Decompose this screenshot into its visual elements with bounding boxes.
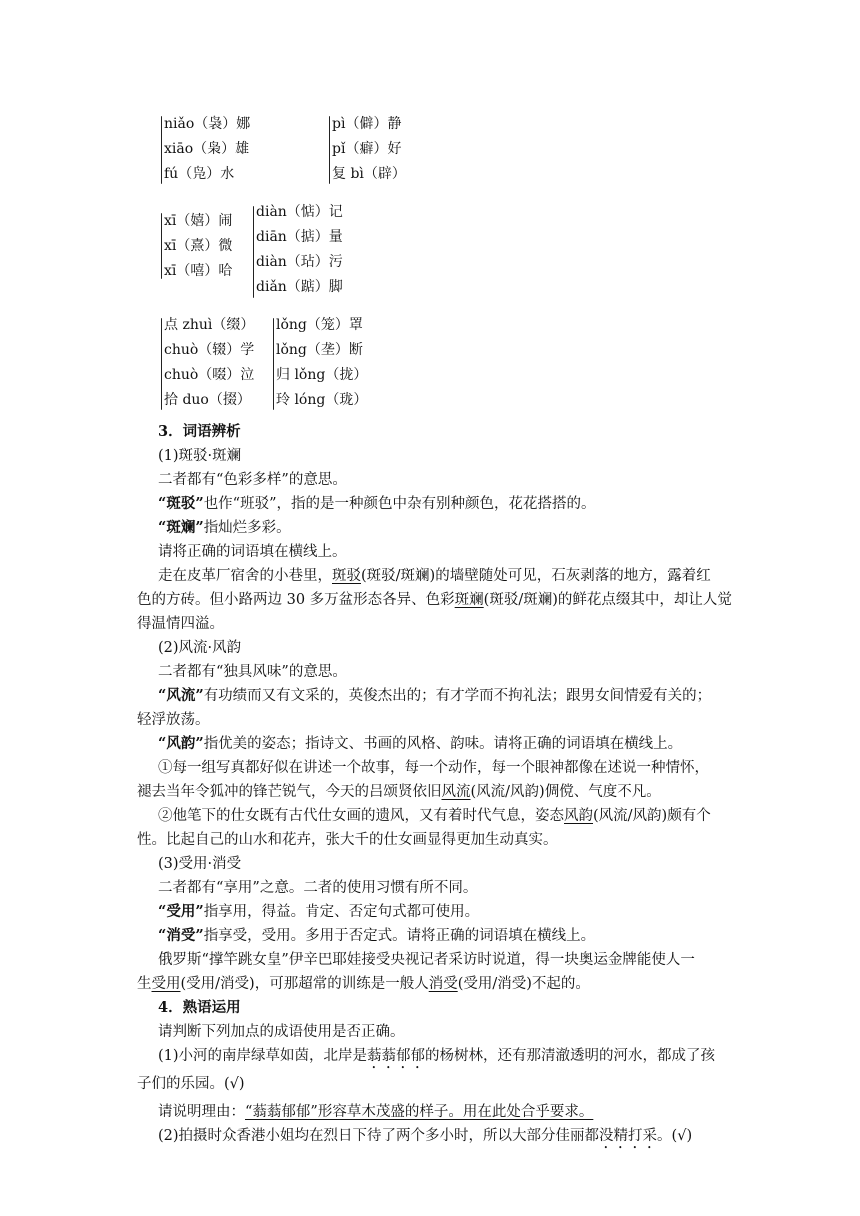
pinyin-item: 归 lǒng（拢） — [276, 367, 368, 383]
answer: 斑驳 — [332, 568, 361, 584]
pinyin-item: xī（嘻）哈 — [164, 263, 233, 279]
example-sentence — [137, 780, 762, 804]
pinyin-item: diàn（惦）记 — [256, 204, 343, 220]
answer: 受用 — [151, 976, 181, 992]
reason-label: 请说明理由： — [158, 1104, 245, 1120]
sentence-text: 褪去当年令狐冲的锋芒锐气，今天的吕颂贤依旧 — [137, 784, 442, 800]
pinyin-item: diǎn（踮）脚 — [256, 279, 343, 295]
answer: 风流 — [441, 784, 471, 800]
pinyin-item: xī（熹）微 — [164, 238, 233, 254]
reason-answer: “蓊蓊郁郁”形容草木茂盛的样子。用在此处合乎要求。 — [245, 1104, 594, 1120]
answer: 斑斓 — [454, 592, 484, 608]
instruction: 请判断下列加点的成语使用是否正确。 — [158, 1024, 405, 1040]
question — [158, 1124, 762, 1152]
question-text: 。(√) — [657, 1128, 693, 1144]
example-sentence: ①每一组写真都好似在讲述一个故事，每一个动作，每一个眼神都像在述说一种情怀， — [158, 760, 709, 776]
pinyin-item: 拾 duo（掇） — [164, 392, 251, 408]
brace-group-3 — [161, 213, 162, 279]
brace-group-5 — [161, 318, 162, 410]
paragraph: 二者都有“独具风味”的意思。 — [158, 664, 347, 680]
paragraph: 二者都有“色彩多样”的意思。 — [158, 472, 347, 488]
sentence-text: (风流/风韵)颇有个 — [593, 808, 711, 824]
example-sentence — [158, 804, 762, 828]
definition: 轻浮放荡。 — [137, 712, 210, 728]
definition — [158, 516, 762, 540]
pinyin-item: fú（凫）水 — [164, 166, 235, 182]
section-heading: 4．熟语运用 — [158, 999, 241, 1016]
term: “消受” — [158, 927, 204, 944]
sentence-text: 生 — [137, 976, 152, 992]
example-sentence — [158, 564, 762, 588]
pinyin-item: 点 zhuì（缀） — [164, 317, 255, 333]
definition — [158, 684, 762, 708]
pinyin-item: chuò（辍）学 — [164, 342, 255, 358]
sentence-text: (风流/风韵)倜傥、气度不凡。 — [470, 784, 661, 800]
example-sentence: 性。比起自己的山水和花卉，张大千的仕女画显得更加生动真实。 — [137, 832, 558, 848]
term: “斑驳” — [158, 495, 204, 512]
definition-text: 指享用，得益。肯定、否定句式都可使用。 — [203, 904, 480, 920]
pinyin-item: pǐ（癖）好 — [332, 141, 402, 157]
pinyin-item: lǒng（笼）罩 — [276, 317, 363, 333]
question: 子们的乐园。(√) — [137, 1076, 245, 1092]
pinyin-item: niǎo（袅）娜 — [164, 116, 251, 132]
sentence-text: (受用/消受)不起的。 — [457, 976, 590, 992]
subsection-title: (2)风流·风韵 — [158, 640, 242, 656]
definition-text: 指享受，受用。多用于否定式。请将正确的词语填在横线上。 — [203, 928, 596, 944]
instruction: 请将正确的词语填在横线上。 — [158, 544, 347, 560]
question-text: (1)小河的南岸绿草如茵，北岸是 — [158, 1048, 368, 1064]
sentence-text: ②他笔下的仕女既有古代仕女画的遗风，又有着时代气息，姿态 — [158, 808, 564, 824]
sentence-text: (斑驳/斑斓)的墙壁随处可见，石灰剥落的地方，露着红 — [361, 568, 711, 584]
definition-text: 指优美的姿态；指诗文、书画的风格、韵味。请将正确的词语填在横线上。 — [203, 736, 683, 752]
pinyin-item: diàn（玷）污 — [256, 254, 343, 270]
answer: 风韵 — [564, 808, 593, 824]
term: “风流” — [158, 687, 204, 704]
section-heading: 3．词语辨析 — [158, 423, 241, 440]
subsection-title: (1)斑驳·斑斓 — [158, 448, 242, 464]
definition-text: 有功绩而又有文采的，英俊杰出的；有才学而不拘礼法；跟男女间情爱有关的； — [203, 688, 712, 704]
definition — [158, 732, 762, 756]
question — [158, 1044, 762, 1072]
dotted-idiom: 蓊蓊郁郁 — [367, 1048, 426, 1064]
term: “受用” — [158, 903, 204, 920]
subsection-title: (3)受用·消受 — [158, 856, 242, 872]
brace-group-6 — [273, 318, 274, 410]
pinyin-item: diān（掂）量 — [256, 229, 343, 245]
answer: 消受 — [428, 976, 458, 992]
dotted-idiom: 没精打采 — [599, 1128, 658, 1144]
pinyin-item: chuò（啜）泣 — [164, 367, 255, 383]
pinyin-item: lǒng（垄）断 — [276, 342, 363, 358]
definition — [158, 492, 762, 516]
pinyin-item: 复 bì（辟） — [332, 166, 406, 182]
term: “风韵” — [158, 735, 204, 752]
pinyin-item: pì（僻）静 — [332, 116, 402, 132]
sentence-text: 色的方砖。但小路两边 30 多万盆形态各异、色彩 — [137, 592, 455, 608]
reason — [158, 1100, 762, 1124]
brace-group-1 — [161, 116, 162, 184]
term: “斑斓” — [158, 519, 204, 536]
example-sentence — [137, 588, 762, 612]
brace-group-2 — [329, 116, 330, 184]
definition — [158, 924, 762, 948]
example-sentence: 俄罗斯“撑竿跳女皇”伊辛巴耶娃接受央视记者采访时说道，得一块奥运金牌能使人一 — [158, 952, 695, 968]
sentence-text: (受用/消受)，可那超常的训练是一般人 — [180, 976, 429, 992]
definition-text: 指灿烂多彩。 — [203, 520, 291, 536]
pinyin-item: xī（嬉）闹 — [164, 213, 233, 229]
definition — [158, 900, 762, 924]
definition-text: 也作“班驳”，指的是一种颜色中杂有别种颜色，花花搭搭的。 — [203, 496, 596, 512]
question-text: (2)拍摄时众香港小姐均在烈日下待了两个多小时，所以大部分佳丽都 — [158, 1128, 600, 1144]
paragraph: 二者都有“享用”之意。二者的使用习惯有所不同。 — [158, 880, 478, 896]
example-sentence: 得温情四溢。 — [137, 616, 224, 632]
pinyin-item: xiāo（枭）雄 — [164, 141, 250, 157]
brace-group-4 — [253, 206, 254, 298]
sentence-text: 走在皮革厂宿舍的小巷里， — [158, 568, 332, 584]
example-sentence — [137, 972, 762, 996]
question-text: 的杨树林，还有那清澈透明的河水，都成了孩 — [425, 1048, 716, 1064]
pinyin-item: 玲 lóng（珑） — [276, 392, 368, 408]
sentence-text: (斑驳/斑斓)的鲜花点缀其中，却让人觉 — [483, 592, 732, 608]
